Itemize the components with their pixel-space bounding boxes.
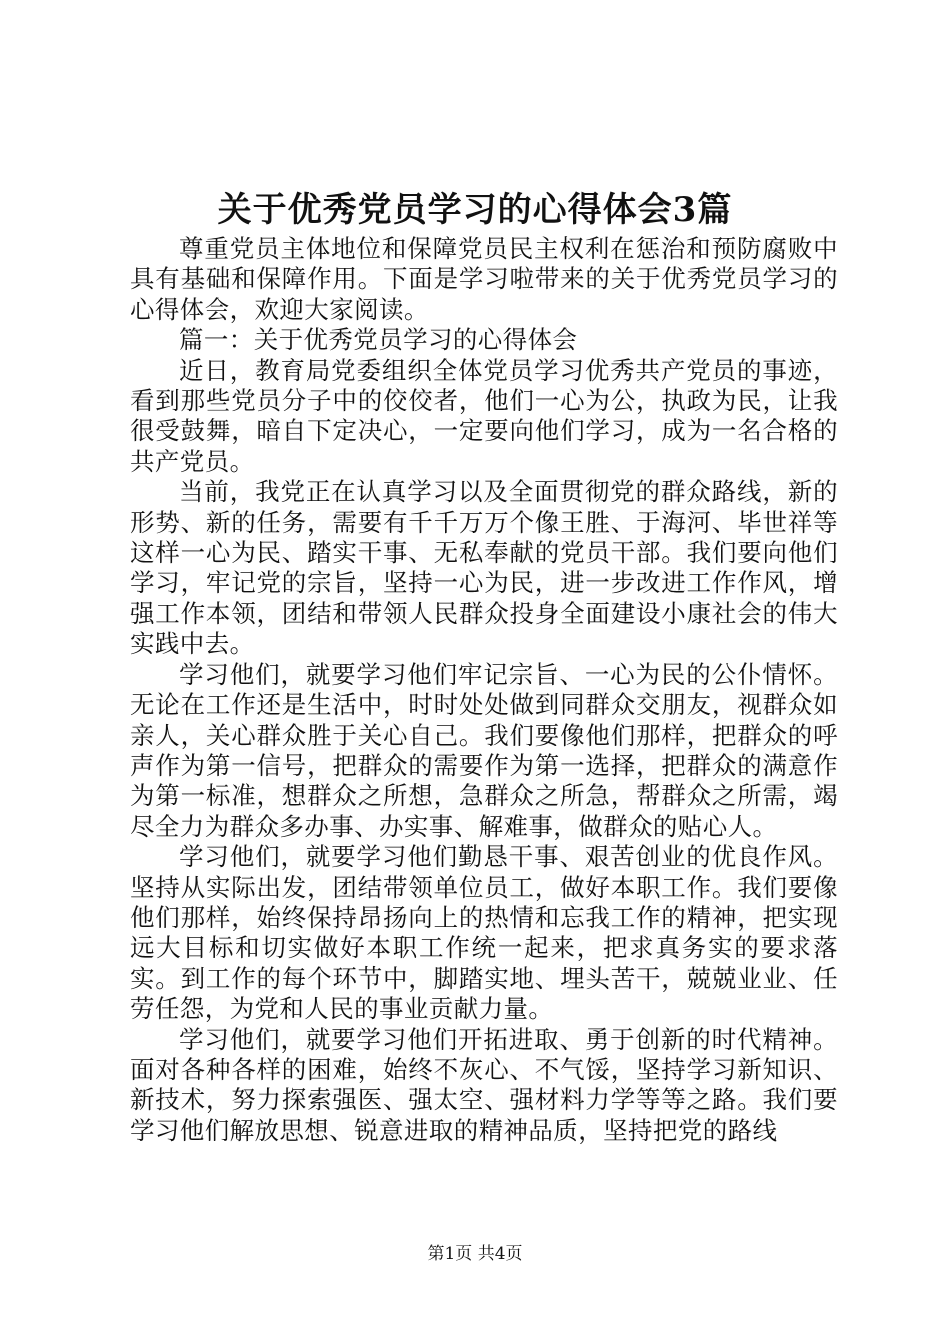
paragraph: 近日，教育局党委组织全体党员学习优秀共产党员的事迹，看到那些党员分子中的佼佼者，他们一心为公，执政为民，让我很受鼓舞，暗自下定决心，一定要向他们学习，成为一名合格的共产党员。 bbox=[130, 355, 838, 476]
section-heading: 篇一：关于优秀党员学习的心得体会 bbox=[179, 325, 578, 355]
paragraph: 当前，我党正在认真学习以及全面贯彻党的群众路线，新的形势、新的任务，需要有千千万万个像王胜、于海河、毕世祥等这样一心为民、踏实干事、无私奉献的党员干部。我们要向他们学习，牢记党的宗旨，坚持一心为民，进一步改进工作作风，增强工作本领，团结和带领人民群众投身全面建设小康社会的伟大实践中去。 bbox=[130, 477, 838, 659]
page-footer: 第1页 共4页 bbox=[427, 1244, 523, 1264]
paragraph-intro: 尊重党员主体地位和保障党员民主权利在惩治和预防腐败中具有基础和保障作用。下面是学习啦带来的关于优秀党员学习的心得体会，欢迎大家阅读。 bbox=[130, 234, 838, 324]
paragraph: 学习他们，就要学习他们牢记宗旨、一心为民的公仆情怀。无论在工作还是生活中，时时处处做到同群众交朋友，视群众如亲人，关心群众胜于关心自己。我们要像他们那样，把群众的呼声作为第一信号，把群众的需要作为第一选择，把群众的满意作为第一标准，想群众之所想，急群众之所急，帮群众之所需，竭尽全力为群众多办事、办实事、解难事，做群众的贴心人。 bbox=[130, 659, 838, 841]
paragraph: 学习他们，就要学习他们勤恳干事、艰苦创业的优良作风。坚持从实际出发，团结带领单位员工，做好本职工作。我们要像他们那样，始终保持昂扬向上的热情和忘我工作的精神，把实现远大目标和切实做好本职工作统一起来，把求真务实的要求落实。到工作的每个环节中，脚踏实地、埋头苦干，兢兢业业、任劳任怨，为党和人民的事业贡献力量。 bbox=[130, 842, 838, 1024]
paragraph: 学习他们，就要学习他们开拓进取、勇于创新的时代精神。面对各种各样的困难，始终不灰心、不气馁，坚持学习新知识、新技术，努力探索强医、强太空、强材料力学等等之路。我们要学习他们解放思想、锐意进取的精神品质，坚持把党的路线 bbox=[130, 1024, 838, 1145]
document-body bbox=[130, 234, 838, 1146]
document-title: 关于优秀党员学习的心得体会3篇 bbox=[217, 190, 733, 230]
